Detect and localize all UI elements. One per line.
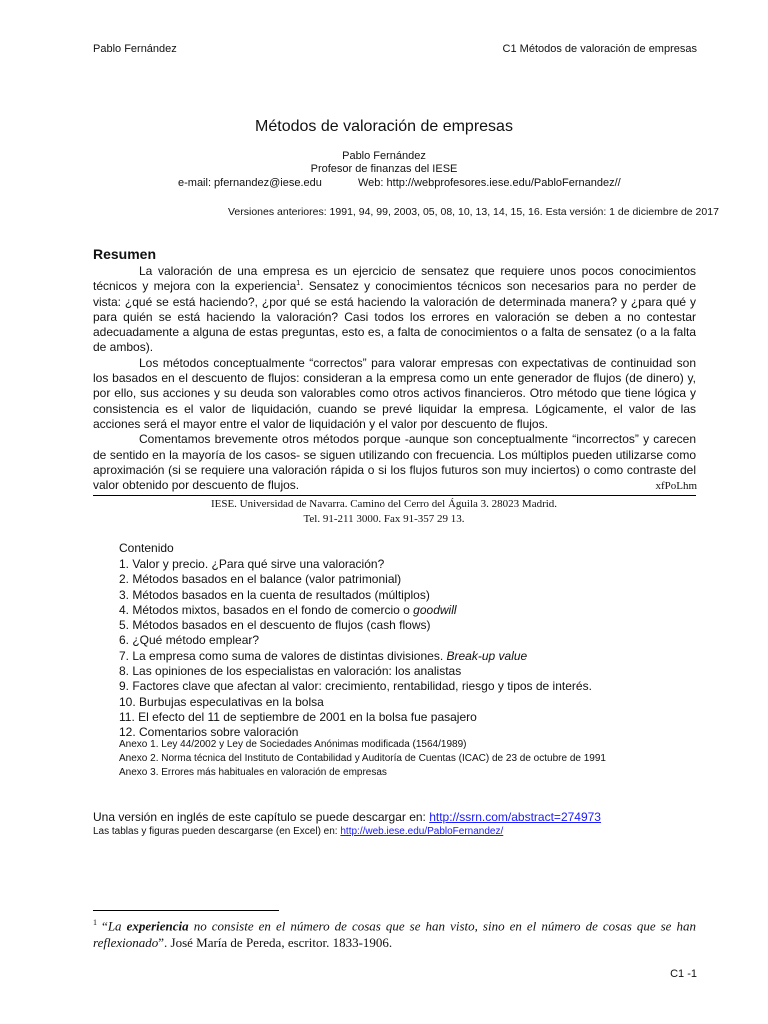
contents-item[interactable]: 10. Burbujas especulativas en la bolsa [119,694,324,709]
footnote-ref[interactable]: 1 [296,280,301,288]
author-email[interactable]: e-mail: pfernandez@iese.edu [178,177,322,189]
running-header-chapter: C1 Métodos de valoración de empresas [502,43,697,55]
annex-list [119,738,606,780]
contents-item[interactable]: 1. Valor y precio. ¿Para qué sirve una valoración? [119,557,385,571]
iese-link[interactable]: http://web.iese.edu/PabloFernandez/ [340,826,504,837]
contents-item[interactable]: 8. Las opiniones de los especialistas en valoración: los analistas [119,664,462,679]
author-position: Profesor de finanzas del IESE [310,163,458,175]
author-block [0,150,768,176]
contents-item[interactable]: 11. El efecto del 11 de septiembre de 2001 en la bolsa fue pasajero [119,709,477,724]
contents-item[interactable]: 4. Métodos mixtos, basados en el fondo de comercio o goodwill [119,602,457,617]
footnote: $^1$ “La experiencia no consiste en el número de cosas que se han visto, sino en el número de cosas que se han reflexionado”. José María de Pereda, escritor. 1833-1906. [93,918,696,951]
author-name: Pablo Fernández [342,150,426,162]
annex-item[interactable]: Anexo 3. Errores más habituales en valoración de empresas [119,767,387,778]
annex-item[interactable]: Anexo 2. Norma técnica del Instituto de Contabilidad y Auditoría de Cuentas (ICAC) de 23 de octubre de 1991 [119,753,606,764]
english-version-note: Una versión en inglés de este capítulo se puede descargar en: http://ssrn.com/abstract=274973 [93,810,601,824]
contents-item[interactable]: 5. Métodos basados en el descuento de flujos (cash flows) [119,618,431,633]
divider [93,495,696,496]
page-title: Métodos de valoración de empresas [255,118,513,135]
abstract-body [93,264,696,493]
footnote-emphasis: experiencia [126,918,189,934]
contents-heading: Contenido [119,541,174,555]
footnote-divider [93,910,279,911]
address-line: IESE. Universidad de Navarra. Camino del Cerro del Águila 3. 28023 Madrid. [210,498,558,510]
phone-line: Tel. 91-211 3000. Fax 91-357 29 13. [303,513,465,525]
contents-item[interactable]: 6. ¿Qué método emplear? [119,633,260,648]
author-web[interactable]: Web: http://webprofesores.iese.edu/PabloFernandez// [358,177,621,189]
abstract-paragraph-1: La valoración de una empresa es un ejercicio de sensatez que requiere unos pocos conocimientos técnicos y mejora con la experiencia$^1$. Sensatez y conocimientos técnicos son necesarios para no perder de vista: ¿qué se está haciendo?, ¿por qué se está haciendo la valoración de determinada manera? y ¿para qué y para quién se está haciendo la valoración? Casi todos los errores en valoración se deben a no contestar adecuadamente a alguna de estas preguntas, esto es, a falta de conocimientos o a falta de sensatez (o a la falta de ambos). [93,264,696,355]
annex-item[interactable]: Anexo 1. Ley 44/2002 y Ley de Sociedades Anónimas modificada (1564/1989) [119,739,467,750]
contents-item[interactable]: 9. Factores clave que afectan al valor: crecimiento, rentabilidad, riesgo y tipos de interés. [119,679,592,694]
contents-list [119,557,592,741]
versions-note: Versiones anteriores: 1991, 94, 99, 2003, 05, 08, 10, 13, 14, 15, 16. Esta versión: 1 de diciembre de 2017 [228,206,719,218]
footnote-number: 1 [93,918,97,927]
abstract-heading: Resumen [93,246,157,262]
contents-item[interactable]: 12. Comentarios sobre valoración [119,725,299,740]
institution-address [0,497,768,527]
running-header-author: Pablo Fernández [93,43,177,55]
page-number: C1 -1 [670,968,697,980]
abstract-paragraph-2: Los métodos conceptualmente “correctos” para valorar empresas con expectativas de continuidad son los basados en el descuento de flujos: consideran a la empresa como un ente generador de flujos (de dinero) y, por ello, sus acciones y su deuda son valorables como otros activos financieros. Otro método que tiene lógica y consistencia es el valor de liquidación, cuando se prevé liquidar la empresa. Lógicamente, el valor de las acciones será el mayor entre el valor de liquidación y el valor por descuento de flujos. [93,355,696,431]
tables-download-note: Las tablas y figuras pueden descargarse (en Excel) en: http://web.iese.edu/PabloFernandez/ [93,826,504,837]
abstract-paragraph-3: Comentamos brevemente otros métodos porque -aunque son conceptualmente “incorrectos” y carecen de sentido en la mayoría de los casos- se siguen utilizando con frecuencia. Los múltiplos pueden utilizarse como aproximación (si se requiere una valoración rápida o si los flujos futuros son muy inciertos) o como contraste del valor obtenido por descuento de flujos. [93,432,696,493]
contents-item[interactable]: 7. La empresa como suma de valores de distintas divisiones. Break-up value [119,648,528,663]
contents-item[interactable]: 3. Métodos basados en la cuenta de resultados (múltiplos) [119,587,430,602]
ssrn-link[interactable]: http://ssrn.com/abstract=274973 [429,810,601,824]
contents-item[interactable]: 2. Métodos basados en el balance (valor patrimonial) [119,572,402,587]
document-code: xfPoLhm [655,480,697,492]
